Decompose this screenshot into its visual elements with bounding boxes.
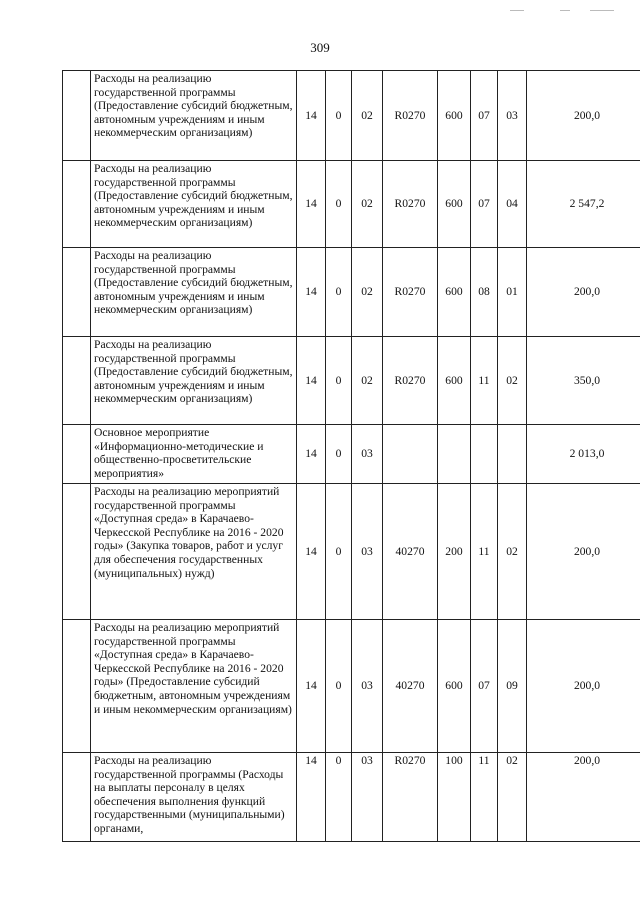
direction-code: 40270 — [383, 484, 438, 620]
amount: 2 013,0 — [527, 425, 640, 484]
subprogram-code: 0 — [326, 484, 352, 620]
direction-code: R0270 — [383, 161, 438, 248]
expense-type-code: 600 — [438, 620, 471, 753]
row-description: Основное мероприятие «Информационно-методические и общественно-просветительские мероприятия» — [91, 425, 297, 484]
subprogram-code: 0 — [326, 71, 352, 161]
row-blank-cell — [63, 71, 91, 161]
subsection-code: 01 — [498, 248, 527, 337]
scan-mark — [560, 10, 570, 11]
expense-type-code: 600 — [438, 71, 471, 161]
event-code: 02 — [352, 248, 383, 337]
subprogram-code: 0 — [326, 425, 352, 484]
expense-type-code: 600 — [438, 161, 471, 248]
amount: 200,0 — [527, 484, 640, 620]
event-code: 03 — [352, 484, 383, 620]
section-code: 08 — [471, 248, 498, 337]
expense-type-code: 100 — [438, 753, 471, 842]
program-code: 14 — [297, 71, 326, 161]
event-code: 03 — [352, 620, 383, 753]
row-description: Расходы на реализацию государственной программы (Предоставление субсидий бюджетным, автономным учреждениям и иным некоммерческим организациям) — [91, 248, 297, 337]
subsection-code: 09 — [498, 620, 527, 753]
subprogram-code: 0 — [326, 337, 352, 425]
amount: 350,0 — [527, 337, 640, 425]
scan-mark — [510, 10, 524, 11]
row-blank-cell — [63, 620, 91, 753]
table-row — [63, 425, 640, 484]
subprogram-code: 0 — [326, 620, 352, 753]
expense-type-code: 600 — [438, 248, 471, 337]
row-description: Расходы на реализацию государственной программы (Предоставление субсидий бюджетным, автономным учреждениям и иным некоммерческим организациям) — [91, 71, 297, 161]
direction-code: R0270 — [383, 337, 438, 425]
row-description: Расходы на реализацию государственной программы (Предоставление субсидий бюджетным, автономным учреждениям и иным некоммерческим организациям) — [91, 161, 297, 248]
amount: 200,0 — [527, 71, 640, 161]
table-row — [63, 71, 640, 161]
table-row — [63, 161, 640, 248]
subprogram-code: 0 — [326, 753, 352, 842]
section-code: 11 — [471, 753, 498, 842]
program-code: 14 — [297, 337, 326, 425]
subsection-code — [498, 425, 527, 484]
row-blank-cell — [63, 248, 91, 337]
page-number: 309 — [310, 40, 330, 55]
section-code: 07 — [471, 71, 498, 161]
direction-code: R0270 — [383, 753, 438, 842]
row-blank-cell — [63, 161, 91, 248]
event-code: 03 — [352, 425, 383, 484]
program-code: 14 — [297, 425, 326, 484]
direction-code: 40270 — [383, 620, 438, 753]
event-code: 02 — [352, 161, 383, 248]
expense-type-code — [438, 425, 471, 484]
direction-code — [383, 425, 438, 484]
program-code: 14 — [297, 620, 326, 753]
row-description: Расходы на реализацию мероприятий государственной программы «Доступная среда» в Карачаево-Черкесской Республике на 2016 - 2020 годы» (Предоставление субсидий бюджетным, автономным учреждениям и иным некоммерческим организациям) — [91, 620, 297, 753]
event-code: 02 — [352, 337, 383, 425]
row-description: Расходы на реализацию мероприятий государственной программы «Доступная среда» в Карачаево-Черкесской Республике на 2016 - 2020 годы» (Закупка товаров, работ и услуг для обеспечения государственных (муниципальных) нужд) — [91, 484, 297, 620]
section-code: 07 — [471, 161, 498, 248]
program-code: 14 — [297, 248, 326, 337]
section-code: 07 — [471, 620, 498, 753]
section-code: 11 — [471, 484, 498, 620]
event-code: 03 — [352, 753, 383, 842]
subprogram-code: 0 — [326, 161, 352, 248]
amount: 200,0 — [527, 248, 640, 337]
expense-type-code: 600 — [438, 337, 471, 425]
subsection-code: 02 — [498, 753, 527, 842]
table-row — [63, 484, 640, 620]
budget-table-body — [63, 71, 640, 842]
subsection-code: 02 — [498, 484, 527, 620]
scan-mark — [590, 10, 614, 11]
amount: 200,0 — [527, 620, 640, 753]
row-blank-cell — [63, 753, 91, 842]
table-row — [63, 620, 640, 753]
subsection-code: 03 — [498, 71, 527, 161]
row-blank-cell — [63, 425, 91, 484]
amount: 200,0 — [527, 753, 640, 842]
row-description: Расходы на реализацию государственной программы (Предоставление субсидий бюджетным, автономным учреждениям и иным некоммерческим организациям) — [91, 337, 297, 425]
table-row — [63, 337, 640, 425]
subsection-code: 04 — [498, 161, 527, 248]
subsection-code: 02 — [498, 337, 527, 425]
expense-type-code: 200 — [438, 484, 471, 620]
table-row — [63, 753, 640, 842]
row-blank-cell — [63, 337, 91, 425]
direction-code: R0270 — [383, 71, 438, 161]
budget-table — [62, 70, 640, 842]
table-row — [63, 248, 640, 337]
section-code — [471, 425, 498, 484]
section-code: 11 — [471, 337, 498, 425]
amount: 2 547,2 — [527, 161, 640, 248]
direction-code: R0270 — [383, 248, 438, 337]
program-code: 14 — [297, 753, 326, 842]
row-description: Расходы на реализацию государственной программы (Расходы на выплаты персоналу в целях обеспечения выполнения функций государственными (муниципальными) органами, — [91, 753, 297, 842]
row-blank-cell — [63, 484, 91, 620]
subprogram-code: 0 — [326, 248, 352, 337]
program-code: 14 — [297, 161, 326, 248]
program-code: 14 — [297, 484, 326, 620]
event-code: 02 — [352, 71, 383, 161]
